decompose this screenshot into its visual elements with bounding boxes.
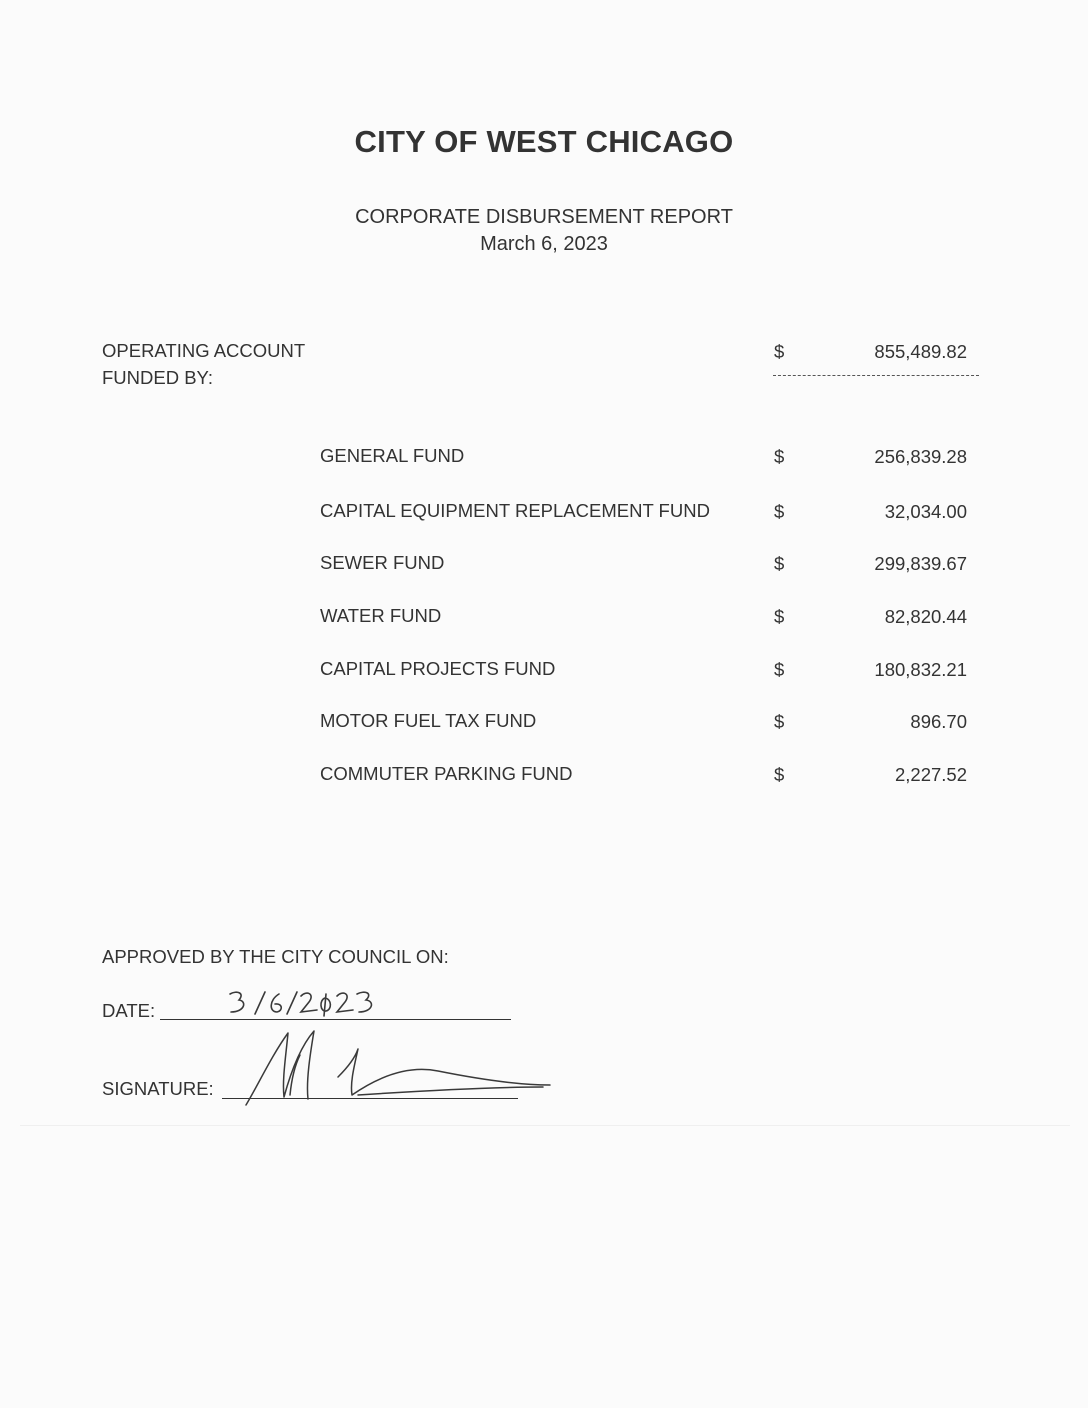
operating-currency: $ (774, 341, 785, 362)
approval-heading: APPROVED BY THE CITY COUNCIL ON: (102, 946, 449, 967)
funded-by-label: FUNDED BY: (102, 367, 214, 388)
date-label: DATE: (102, 1000, 156, 1021)
fund-amount: 896.70 (910, 711, 967, 732)
handwritten-date (225, 988, 385, 1024)
fund-name: MOTOR FUEL TAX FUND (320, 710, 537, 731)
fund-currency: $ (774, 446, 785, 467)
fund-amount: 32,034.00 (884, 501, 967, 522)
fund-amount: 299,839.67 (874, 553, 967, 574)
operating-amount: 855,489.82 (874, 341, 967, 362)
fund-amount: 2,227.52 (894, 764, 967, 785)
fund-currency: $ (774, 711, 785, 732)
report-date: March 6, 2023 (480, 233, 608, 255)
fund-currency: $ (774, 553, 785, 574)
fund-name: SEWER FUND (320, 552, 445, 573)
fund-name: WATER FUND (320, 605, 442, 626)
fund-name: COMMUTER PARKING FUND (320, 763, 573, 784)
fund-amount: 82,820.44 (884, 606, 967, 627)
fund-amount: 180,832.21 (874, 659, 967, 680)
fund-name: GENERAL FUND (320, 445, 465, 466)
total-dashed-rule (773, 375, 979, 376)
scan-artifact-line (20, 1125, 1070, 1126)
report-name: CORPORATE DISBURSEMENT REPORT (355, 206, 733, 228)
fund-name: CAPITAL EQUIPMENT REPLACEMENT FUND (320, 500, 710, 521)
operating-account-label: OPERATING ACCOUNT (102, 340, 306, 361)
fund-currency: $ (774, 606, 785, 627)
page-title: CITY OF WEST CHICAGO (354, 124, 734, 159)
signature-label: SIGNATURE: (102, 1078, 214, 1099)
handwritten-signature (238, 1025, 558, 1110)
fund-currency: $ (774, 764, 785, 785)
fund-name: CAPITAL PROJECTS FUND (320, 658, 556, 679)
fund-currency: $ (774, 659, 785, 680)
fund-currency: $ (774, 501, 785, 522)
fund-amount: 256,839.28 (874, 446, 967, 467)
